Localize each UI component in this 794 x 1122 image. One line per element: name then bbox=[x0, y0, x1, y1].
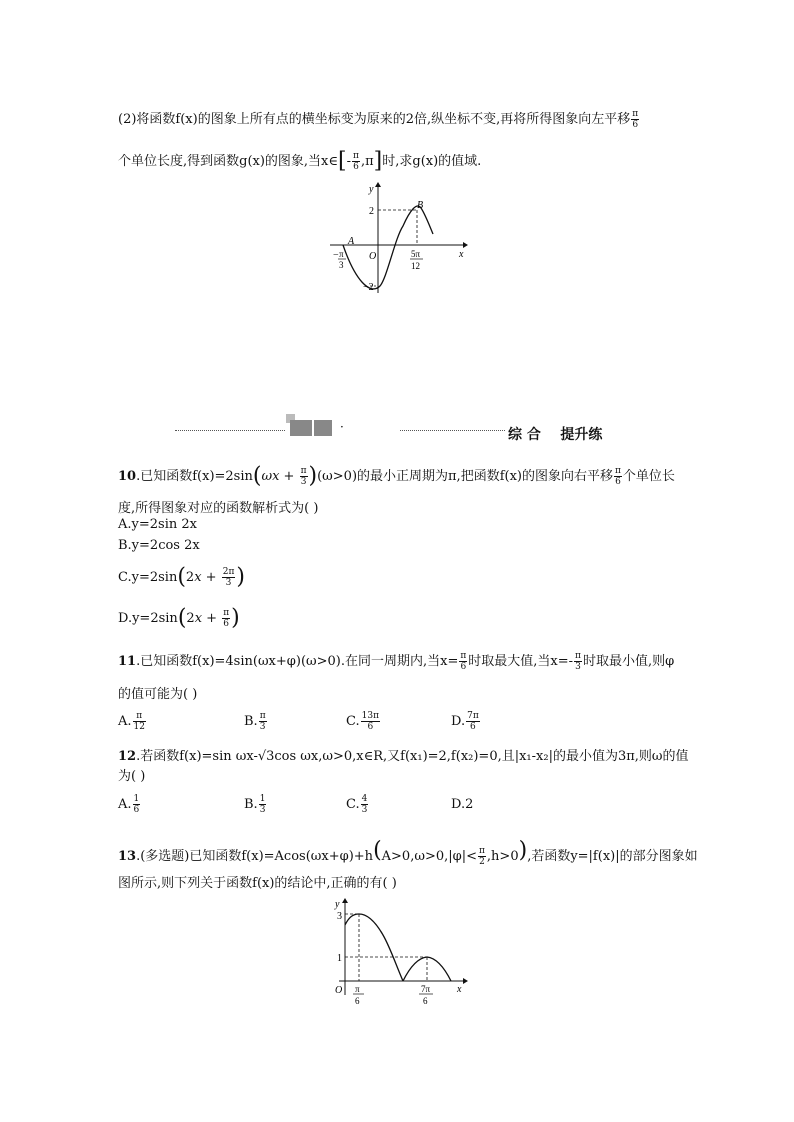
q10-option-a[interactable]: A.y=2sin 2x bbox=[118, 517, 197, 532]
origin-label: O bbox=[369, 251, 377, 262]
q11-line2: 的值可能为( ) bbox=[118, 687, 198, 702]
x-right-den: 12 bbox=[411, 261, 420, 271]
x2-den: 6 bbox=[423, 996, 428, 1006]
q9-part2-line2: 个单位长度,得到函数g(x)的图象,当x∈[- $\frac{\pi}{6}$ ,π]时,求g(x)的值域. bbox=[118, 148, 482, 174]
section-badge-right bbox=[314, 420, 332, 436]
q11-option-b[interactable]: B. $\frac{\pi}{3}$ bbox=[244, 711, 266, 732]
y-top-label: 3 bbox=[337, 911, 342, 922]
point-a-label: A bbox=[348, 236, 355, 247]
x2-num: 7π bbox=[421, 984, 431, 994]
q12-option-d[interactable]: D.2 bbox=[451, 797, 474, 812]
x-right-num: 5π bbox=[411, 249, 421, 259]
origin-label: O bbox=[335, 985, 343, 996]
abs-cosine-graph bbox=[325, 895, 475, 1007]
q12-option-c[interactable]: C. $\frac{4}{3}$ bbox=[346, 794, 368, 815]
x1-den: 6 bbox=[355, 996, 360, 1006]
x-left-num: π bbox=[339, 249, 344, 259]
y-axis-label: y bbox=[369, 184, 374, 195]
q10-line2: 度,所得图象对应的函数解析式为( ) bbox=[118, 501, 319, 516]
x-axis-label: x bbox=[459, 249, 464, 260]
q10-option-c[interactable]: C.y=2sin(2x + $\frac{2\pi}{3}$ ) bbox=[118, 564, 245, 590]
section-title: 综 合 提升练 bbox=[508, 427, 603, 443]
sine-graph-1 bbox=[325, 178, 475, 298]
svg-text:−: − bbox=[333, 250, 339, 261]
q11-option-a[interactable]: A. $\frac{\pi}{12}$ bbox=[118, 711, 145, 732]
q11-line1: 11.已知函数f(x)=4sin(ωx+φ)(ω>0).在同一周期内,当x= $\frac{\pi}{6}$ 时取最大值,当x=- $\frac{\pi}{3}$ 时取最小值,则φ bbox=[118, 651, 675, 672]
section-divider-left bbox=[175, 430, 285, 431]
section-divider-right bbox=[400, 430, 505, 431]
q11-option-d[interactable]: D. $\frac{7\pi}{6}$ bbox=[451, 711, 479, 732]
point-b-label: B bbox=[417, 200, 424, 211]
interval-fraction: $\frac{\pi}{6}$ bbox=[353, 151, 359, 172]
q10-line1: 10.已知函数f(x)=2sin(ωx + $\frac{\pi}{3}$ )(ω>0)的最小正周期为π,把函数f(x)的图象向右平移 $\frac{\pi}{6}$ 个单位长 bbox=[118, 463, 675, 489]
x-axis-label: x bbox=[457, 984, 462, 995]
y-max-label: 2 bbox=[369, 206, 374, 217]
x-left-den: 3 bbox=[339, 260, 344, 270]
q10-option-d[interactable]: D.y=2sin(2x + $\frac{\pi}{6}$ ) bbox=[118, 605, 240, 631]
q12-line1: 12.若函数f(x)=sin ωx-√3cos ωx,ω>0,x∈R,又f(x₁)=2,f(x₂)=0,且|x₁-x₂|的最小值为3π,则ω的值 bbox=[118, 749, 689, 764]
y-mid-label: 1 bbox=[337, 953, 342, 964]
q10-option-b[interactable]: B.y=2cos 2x bbox=[118, 538, 200, 553]
y-axis-label: y bbox=[335, 899, 340, 910]
q12-option-b[interactable]: B. $\frac{1}{3}$ bbox=[244, 794, 266, 815]
q12-line2: 为( ) bbox=[118, 769, 146, 784]
q13-line1: 13.(多选题)已知函数f(x)=Acos(ωx+φ)+h(A>0,ω>0,|φ|< $\frac{\pi}{2}$ ,h>0),若函数y=|f(x)|的部分图象如 bbox=[118, 837, 698, 867]
x1-num: π bbox=[355, 984, 360, 994]
y-min-label: −2 bbox=[363, 282, 374, 293]
q9-part2-line1: (2)将函数f(x)的图象上所有点的横坐标变为原来的2倍,纵坐标不变,再将所得图象向左平移 $\frac{\pi}{6}$ bbox=[118, 109, 639, 130]
q11-option-c[interactable]: C. $\frac{13\pi}{6}$ bbox=[346, 711, 379, 732]
q12-option-a[interactable]: A. $\frac{1}{6}$ bbox=[118, 794, 140, 815]
sine-curve bbox=[343, 206, 433, 289]
section-badge-left bbox=[290, 420, 312, 436]
curve-arch-1 bbox=[345, 914, 403, 981]
shift-fraction: $\frac{\pi}{6}$ bbox=[632, 109, 639, 130]
q13-line2: 图所示,则下列关于函数f(x)的结论中,正确的有( ) bbox=[118, 876, 397, 891]
